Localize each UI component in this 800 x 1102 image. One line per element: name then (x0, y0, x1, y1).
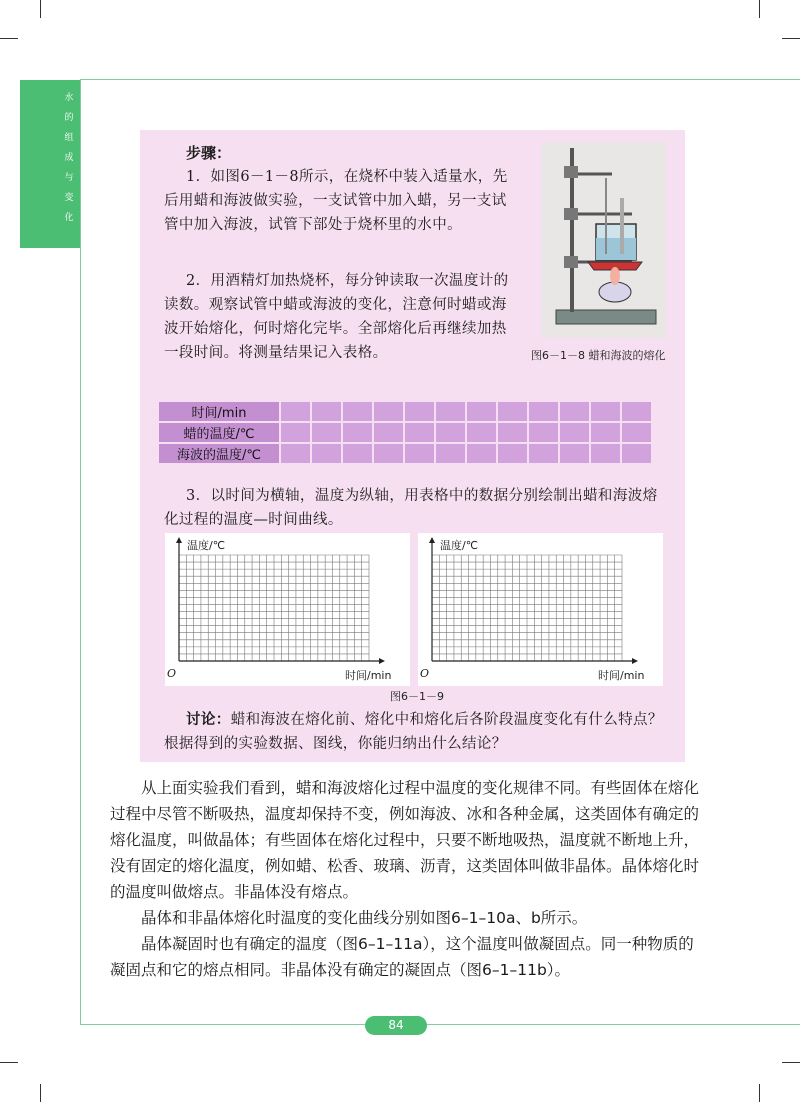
origin-label: O (420, 667, 430, 680)
table-cell[interactable] (622, 402, 651, 421)
discussion (164, 708, 669, 756)
y-axis-label: 温度/℃ (440, 539, 479, 552)
table-cell[interactable] (374, 444, 403, 463)
table-cell[interactable] (529, 444, 558, 463)
table-cell[interactable] (312, 444, 341, 463)
x-axis-label: 时间/min (598, 669, 645, 682)
x-axis-arrow (632, 658, 638, 664)
grid-chart-svg (165, 533, 410, 686)
y-axis-arrow (176, 537, 182, 543)
table-cell[interactable] (560, 444, 589, 463)
y-axis-label: 温度/℃ (187, 539, 226, 552)
table-cell[interactable] (467, 402, 496, 421)
table-cell[interactable] (591, 423, 620, 442)
crop-mark (782, 1062, 800, 1063)
table-cell[interactable] (498, 423, 527, 442)
y-axis-arrow (429, 537, 435, 543)
table-cell[interactable] (560, 402, 589, 421)
x-axis-arrow (379, 658, 385, 664)
data-table (157, 400, 653, 465)
table-cell[interactable] (436, 402, 465, 421)
frame-top-line (80, 79, 800, 80)
table-cell[interactable] (498, 444, 527, 463)
table-cell[interactable] (591, 444, 620, 463)
crop-mark (759, 0, 760, 18)
crop-mark (40, 0, 41, 18)
x-axis-label: 时间/min (345, 669, 392, 682)
page-number: 84 (365, 1016, 427, 1035)
table-cell[interactable] (281, 402, 310, 421)
table-cell[interactable] (343, 402, 372, 421)
row-header: 时间/min (159, 402, 279, 421)
frame-left-line (80, 79, 81, 1025)
crop-mark (0, 1062, 18, 1063)
table-cell[interactable] (591, 402, 620, 421)
table-row (159, 423, 651, 442)
table-cell[interactable] (622, 423, 651, 442)
grid-lines (432, 555, 622, 661)
table-cell[interactable] (343, 423, 372, 442)
table-cell[interactable] (312, 423, 341, 442)
crop-mark (759, 1084, 760, 1102)
step-2: 2．用酒精灯加热烧杯，每分钟读取一次温度计的读数。观察试管中蜡或海波的变化，注意何时蜡或海波开始熔化，何时熔化完毕。全部熔化后再继续加热一段时间。将测量结果记入表格。 (164, 273, 509, 361)
table-cell[interactable] (405, 402, 434, 421)
crop-mark (0, 38, 18, 39)
table-cell[interactable] (281, 444, 310, 463)
table-row (159, 444, 651, 463)
discussion-text: 蜡和海波在熔化前、熔化中和熔化后各阶段温度变化有什么特点？根据得到的实验数据、图线，你能归纳出什么结论？ (164, 712, 663, 752)
temperature-chart-left (165, 533, 410, 686)
table-cell[interactable] (498, 402, 527, 421)
origin-label: O (167, 667, 177, 680)
body-paragraph-3: 晶体凝固时也有确定的温度（图6–1–11a），这个温度叫做凝固点。同一种物质的凝固点和它的熔点相同。非晶体没有确定的凝固点（图6–1–11b）。 (110, 935, 694, 979)
table-cell[interactable] (529, 402, 558, 421)
chart-caption: 图6－1－9 (390, 690, 444, 703)
step-1: 1．如图6－1－8所示，在烧杯中装入适量水，先后用蜡和海波做实验，一支试管中加入蜡，另一支试管中加入海波，试管下部处于烧杯里的水中。 (164, 169, 508, 233)
apparatus-figure (542, 142, 666, 338)
table-cell[interactable] (374, 423, 403, 442)
table-cell[interactable] (529, 423, 558, 442)
table-cell[interactable] (405, 423, 434, 442)
table-cell[interactable] (436, 423, 465, 442)
table-cell[interactable] (436, 444, 465, 463)
table-cell[interactable] (312, 402, 341, 421)
table-row (159, 402, 651, 421)
crop-mark (782, 38, 800, 39)
temperature-chart-right (418, 533, 663, 686)
discussion-label: 讨论： (186, 712, 231, 728)
frame-bottom-line (80, 1024, 800, 1025)
table-cell[interactable] (467, 423, 496, 442)
table-cell[interactable] (343, 444, 372, 463)
body-paragraph-2: 晶体和非晶体熔化时温度的变化曲线分别如图6–1–10a、b所示。 (141, 909, 588, 927)
row-header: 海波的温度/℃ (159, 444, 279, 463)
grid-chart-svg (418, 533, 663, 686)
table-cell[interactable] (467, 444, 496, 463)
table-cell[interactable] (622, 444, 651, 463)
chapter-title: 水的组成与变化 (64, 93, 74, 223)
table-cell[interactable] (281, 423, 310, 442)
apparatus-drawing (542, 142, 666, 338)
crop-mark (40, 1084, 41, 1102)
row-header: 蜡的温度/℃ (159, 423, 279, 442)
steps-heading: 步骤： (186, 144, 232, 162)
grid-lines (179, 555, 369, 661)
table-cell[interactable] (560, 423, 589, 442)
table-cell[interactable] (374, 402, 403, 421)
step-3: 3．以时间为横轴，温度为纵轴，用表格中的数据分别绘制出蜡和海波熔化过程的温度—时间曲线。 (164, 488, 658, 528)
body-paragraph-1: 从上面实验我们看到，蜡和海波熔化过程中温度的变化规律不同。有些固体在熔化过程中尽管不断吸热，温度却保持不变，例如海波、冰和各种金属，这类固体有确定的熔化温度，叫做晶体；有些固体在熔化过程中，只要不断地吸热，温度就不断地上升，没有固定的熔化温度，例如蜡、松香、玻璃、沥青，这类固体叫做非晶体。晶体熔化时的温度叫做熔点。非晶体没有熔点。 (110, 779, 700, 901)
table-cell[interactable] (405, 444, 434, 463)
apparatus-caption: 图6－1－8 蜡和海波的熔化 (531, 349, 666, 362)
